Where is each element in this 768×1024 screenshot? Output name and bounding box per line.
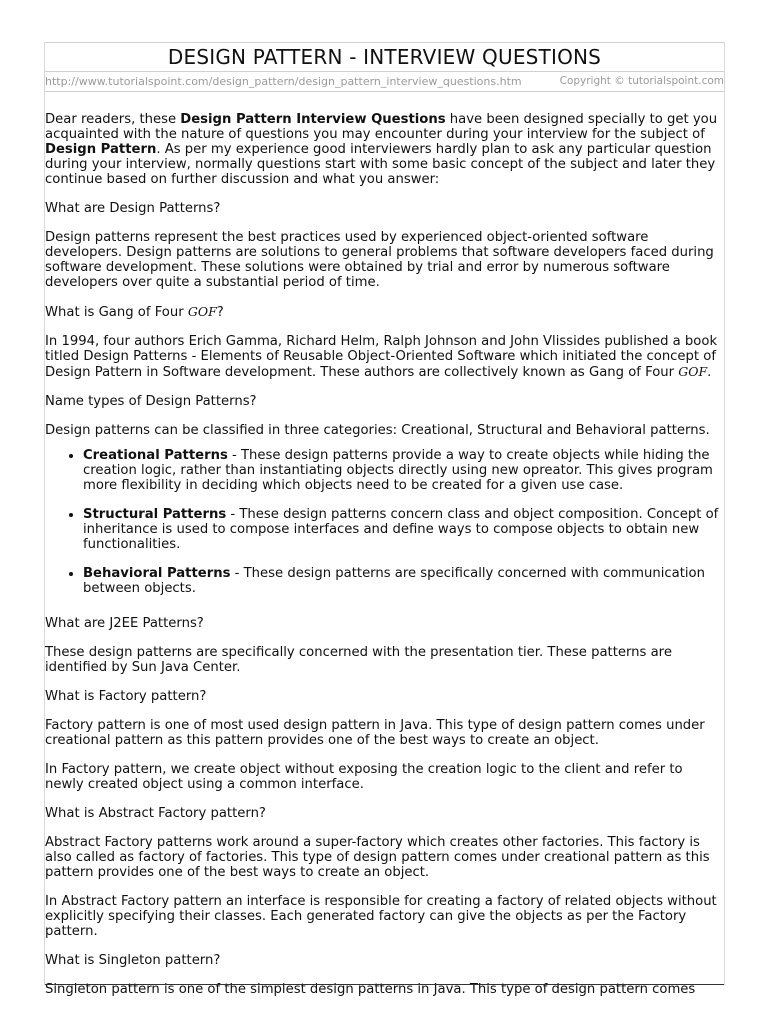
list-item: • Creational Patterns - These design patterns provide a way to create objects while hiding the creation logic, rather than instantiating objects directly using new opreator. This gives program more flexibility in deciding which objects need to be created for a given use case. (83, 448, 724, 493)
question-design-patterns: What are Design Patterns? (45, 201, 221, 216)
question-j2ee: What are J2EE Patterns? (45, 616, 204, 631)
question-pattern-types: Name types of Design Patterns? (45, 394, 257, 409)
list-item: • Structural Patterns - These design patterns concern class and object composition. Concept of inheritance is used to compose interfaces and define ways to compose objects to obtain new functionalities. (83, 507, 724, 552)
answer-singleton: Singleton pattern is one of the simplest design patterns in Java. This type of design pattern comes (45, 982, 696, 997)
url-bar (45, 73, 724, 92)
answer-abstract-factory-1: Abstract Factory patterns work around a super-factory which creates other factories. This factory is also called as factory of factories. This type of design pattern comes under creational pattern as this pattern provides one of the best ways to create an object. (45, 835, 710, 880)
copyright-notice: Copyright © tutorialspoint.com (559, 75, 724, 87)
answer-design-patterns: Design patterns represent the best practices used by experienced object-oriented software developers. Design patterns are solutions to general problems that software developers faced during software development. These solutions were obtained by trial and error by numerous software developers over quite a substantial period of time. (45, 230, 714, 290)
question-singleton: What is Singleton pattern? (45, 953, 221, 968)
list-item: • Behavioral Patterns - These design patterns are specifically concerned with communication between objects. (83, 566, 724, 596)
question-factory: What is Factory pattern? (45, 689, 207, 704)
question-abstract-factory: What is Abstract Factory pattern? (45, 806, 266, 821)
page-title: DESIGN PATTERN - INTERVIEW QUESTIONS (167, 45, 602, 69)
answer-abstract-factory-2: In Abstract Factory pattern an interface is responsible for creating a factory of related objects without explicitly specifying their classes. Each generated factory can give the objects as per the Factory pattern. (45, 894, 717, 939)
pattern-types-list (45, 448, 724, 596)
answer-factory-1: Factory pattern is one of most used design pattern in Java. This type of design pattern comes under creational pattern as this pattern provides one of the best ways to create an object. (45, 718, 705, 748)
answer-factory-2: In Factory pattern, we create object without exposing the creation logic to the client and refer to newly created object using a common interface. (45, 762, 683, 792)
answer-pattern-types: Design patterns can be classified in three categories: Creational, Structural and Behavioral patterns. (45, 423, 710, 438)
question-gang-of-four: What is Gang of Four GOF? (45, 304, 224, 320)
document-page (44, 42, 725, 997)
source-url[interactable]: http://www.tutorialspoint.com/design_pattern/design_pattern_interview_questions.htm (45, 75, 522, 88)
page-bottom-divider (45, 984, 724, 985)
answer-gang-of-four: In 1994, four authors Erich Gamma, Richard Helm, Ralph Johnson and John Vlissides published a book titled Design Patterns - Elements of Reusable Object-Oriented Software which initiated the concept of Design Pattern in Software development. These authors are collectively known as Gang of Four GOF. (45, 334, 718, 380)
article-body (45, 112, 724, 997)
title-bar (45, 42, 724, 72)
intro-paragraph: Dear readers, these Design Pattern Interview Questions have been designed specially to get you acquainted with the nature of questions you may encounter during your interview for the subject of Design Pattern. As per my experience good interviewers hardly plan to ask any particular question during your interview, normally questions start with some basic concept of the subject and later they continue based on further discussion and what you answer: (45, 112, 718, 187)
answer-j2ee: These design patterns are specifically concerned with the presentation tier. These patterns are identified by Sun Java Center. (45, 645, 672, 675)
